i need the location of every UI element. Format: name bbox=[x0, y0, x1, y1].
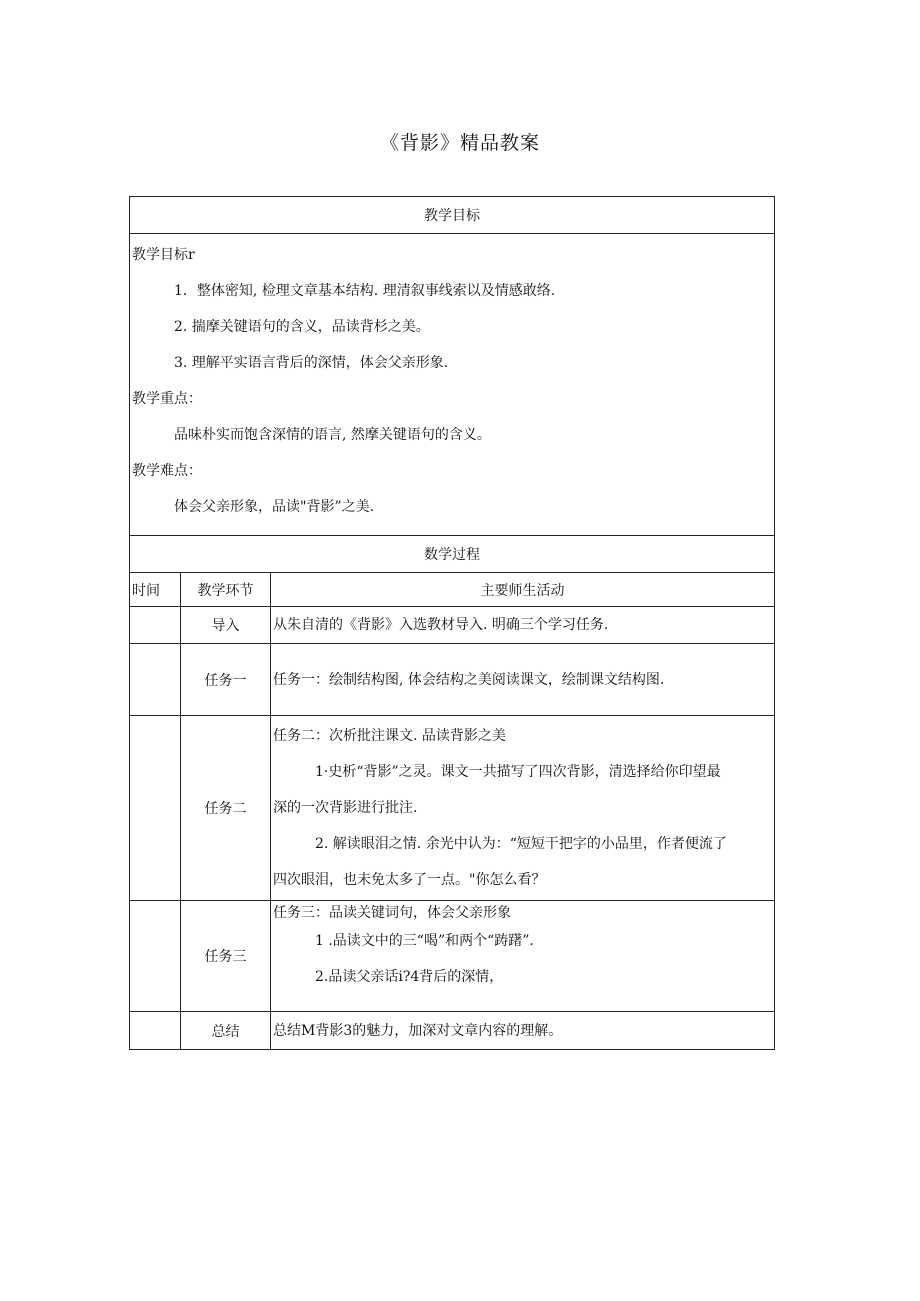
table-row-task1 bbox=[130, 644, 775, 716]
time-cell-summary bbox=[130, 1012, 181, 1050]
process-header: 数学过程 bbox=[130, 536, 775, 573]
objectives-header-row bbox=[130, 197, 775, 234]
activity-task3-heading: 任务三：品读关键词句，体会父亲形象 bbox=[273, 905, 511, 921]
objective-item-1: 1．整体密知, 检理文章基本结构. 理清叙事线索以及情感敢络. bbox=[174, 283, 556, 299]
page-title: 《背影》精品教案 bbox=[379, 132, 540, 154]
time-cell-task2 bbox=[130, 716, 181, 901]
key-points-label: 教学重点： bbox=[132, 391, 202, 407]
stage-cell-task2: 任务二 bbox=[181, 716, 271, 901]
difficulties-text: 体会父亲形象，品读"背影”之美. bbox=[174, 499, 375, 515]
column-header-activity: 主要师生活动 bbox=[271, 573, 775, 607]
activity-task1-text: 任务一：绘制结构图, 体会结构之美阅读课文，绘制课文结构图. bbox=[273, 671, 665, 688]
time-cell-task1 bbox=[130, 644, 181, 716]
activity-cell-intro bbox=[271, 607, 775, 644]
activity-task2-line1: 1·史析“背影”之灵。课文一共描写了四次背影，清选择给你印望最 bbox=[315, 764, 721, 780]
time-cell-intro bbox=[130, 607, 181, 644]
objectives-row bbox=[130, 234, 775, 536]
stage-cell-intro: 导入 bbox=[181, 607, 271, 644]
key-points-text: 品味朴实而饱含深情的语言, 然摩关键语句的含义。 bbox=[174, 427, 491, 443]
activity-cell-task3 bbox=[271, 901, 775, 1012]
activity-task2-line2-cont: 四次眼泪，也未免太多了一点。"你怎么看？ bbox=[273, 872, 546, 888]
objective-item-2: 2. 揣摩关键语句的含义，品读背杉之美。 bbox=[174, 319, 430, 335]
activity-task2-line2: 2. 解读眼泪之情. 余光中认为：“短短干把字的小品里，作者便流了 bbox=[315, 836, 727, 852]
stage-cell-task1: 任务一 bbox=[181, 644, 271, 716]
process-header-row bbox=[130, 536, 775, 573]
activity-cell-task1 bbox=[271, 644, 775, 716]
lesson-plan-table bbox=[129, 196, 775, 1050]
table-row-summary bbox=[130, 1012, 775, 1050]
activity-task2-heading: 任务二：次析批注课文. 品读背影之美 bbox=[273, 728, 506, 744]
activity-intro-text: 从朱自清的《背影》入选教材导入. 明确三个学习任务. bbox=[273, 617, 609, 633]
activity-summary-text: 总结M背影3的魅力，加深对文章内容的理解。 bbox=[273, 1022, 563, 1039]
objectives-intro-label: 教学目标r bbox=[132, 247, 195, 263]
objective-item-3: 3. 理解平实语言背后的深情，体会父亲形象. bbox=[174, 355, 449, 371]
stage-cell-task3: 任务三 bbox=[181, 901, 271, 1012]
column-header-time: 时间 bbox=[130, 573, 181, 607]
table-row-intro bbox=[130, 607, 775, 644]
objectives-content bbox=[130, 234, 775, 536]
activity-task3-line2: 2.品读父亲话i?4背后的深情， bbox=[315, 969, 504, 985]
column-header-stage: 教学环节 bbox=[181, 573, 271, 607]
activity-task3-line1: 1 .品读文中的三“喝”和两个“踌躇”. bbox=[315, 933, 534, 949]
time-cell-task3 bbox=[130, 901, 181, 1012]
table-row-task3 bbox=[130, 901, 775, 1012]
difficulties-label: 教学难点： bbox=[132, 463, 202, 479]
objectives-header: 教学目标 bbox=[130, 197, 775, 234]
stage-cell-summary: 总结 bbox=[181, 1012, 271, 1050]
activity-cell-summary bbox=[271, 1012, 775, 1050]
table-row-task2 bbox=[130, 716, 775, 901]
activity-task2-line1-cont: 深的一次背影进行批注. bbox=[273, 800, 418, 816]
activity-cell-task2 bbox=[271, 716, 775, 901]
process-column-headers bbox=[130, 573, 775, 607]
